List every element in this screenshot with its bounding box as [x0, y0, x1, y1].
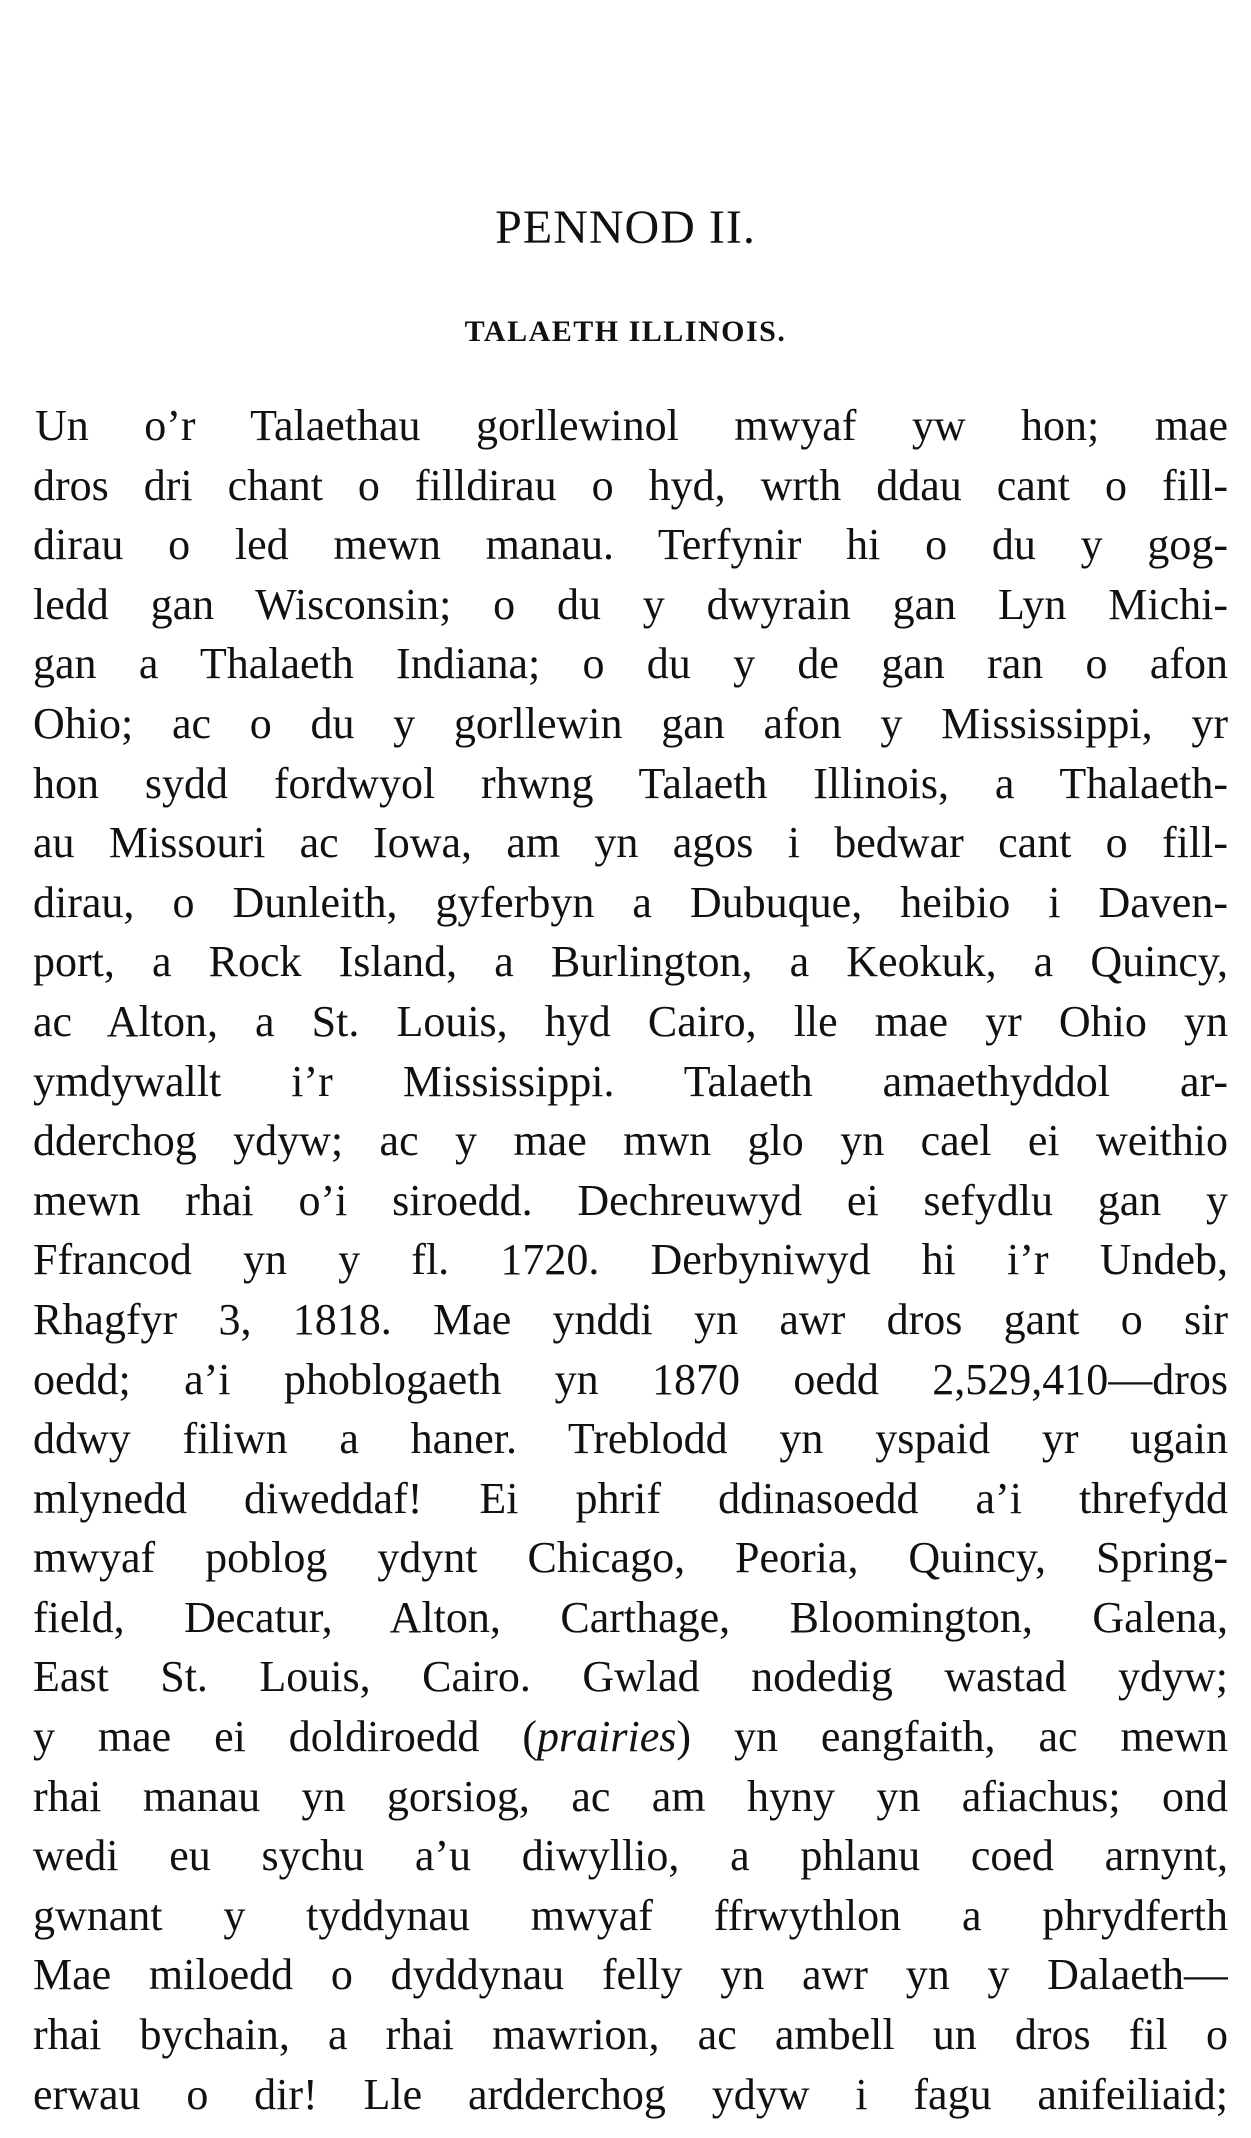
text-line: Ohio; ac o du y gorllewin gan afon y Mississippi, yr	[33, 698, 1228, 748]
body-paragraph	[33, 396, 1228, 2124]
text-line: mlynedd diweddaf! Ei phrif ddinasoedd a’i threfydd	[33, 1473, 1228, 1523]
text-line: ledd gan Wisconsin; o du y dwyrain gan Lyn Michi-	[33, 579, 1228, 629]
text-line: Ffrancod yn y fl. 1720. Derbyniwyd hi i’r Undeb,	[33, 1235, 1228, 1285]
text-line: Un o’r Talaethau gorllewinol mwyaf yw hon; mae	[35, 401, 1228, 450]
chapter-subtitle: TALAETH ILLINOIS.	[464, 315, 787, 348]
text-line: dirau, o Dunleith, gyferbyn a Dubuque, heibio i Daven-	[33, 877, 1228, 927]
text-line: ddwy filiwn a haner. Treblodd yn yspaid yr ugain	[33, 1414, 1228, 1464]
text-line: ymdywallt i’r Mississippi. Talaeth amaethyddol ar-	[33, 1056, 1228, 1106]
text-line: port, a Rock Island, a Burlington, a Keokuk, a Quincy,	[33, 937, 1228, 987]
text-line: East St. Louis, Cairo. Gwlad nodedig wastad ydyw;	[33, 1652, 1228, 1702]
chapter-title: PENNOD II.	[495, 201, 756, 254]
italic-term: prairies	[537, 1712, 677, 1762]
text-line: dros dri chant o filldirau o hyd, wrth ddau cant o fill-	[33, 460, 1228, 510]
text-line: rhai bychain, a rhai mawrion, ac ambell un dros fil o	[33, 2010, 1228, 2060]
text-line-with-italic	[33, 1707, 1228, 1767]
text-line: erwau o dir! Lle ardderchog ydyw i fagu anifeiliaid;	[33, 2069, 1228, 2119]
text-segment: y mae ei doldiroedd (	[33, 1712, 538, 1762]
text-line: au Missouri ac Iowa, am yn agos i bedwar cant o fill-	[33, 818, 1228, 868]
text-line: rhai manau yn gorsiog, ac am hyny yn afiachus; ond	[33, 1771, 1228, 1821]
text-line: Mae miloedd o dyddynau felly yn awr yn y Dalaeth—	[33, 1950, 1228, 2000]
text-line: field, Decatur, Alton, Carthage, Bloomington, Galena,	[33, 1592, 1228, 1642]
text-line: Rhagfyr 3, 1818. Mae ynddi yn awr dros gant o sir	[33, 1294, 1228, 1344]
text-line: gwnant y tyddynau mwyaf ffrwythlon a phrydferth	[33, 1890, 1228, 1940]
text-line: gan a Thalaeth Indiana; o du y de gan ran o afon	[33, 639, 1228, 689]
text-line: dirau o led mewn manau. Terfynir hi o du y gog-	[33, 520, 1228, 570]
text-line: wedi eu sychu a’u diwyllio, a phlanu coed arnynt,	[33, 1831, 1228, 1881]
text-line: dderchog ydyw; ac y mae mwn glo yn cael ei weithio	[33, 1116, 1228, 1166]
text-segment: ) yn eangfaith, ac mewn	[676, 1712, 1228, 1762]
text-line: oedd; a’i phoblogaeth yn 1870 oedd 2,529,410—dros	[33, 1354, 1228, 1404]
text-line: mwyaf poblog ydynt Chicago, Peoria, Quincy, Spring-	[33, 1533, 1228, 1583]
text-line: mewn rhai o’i siroedd. Dechreuwyd ei sefydlu gan y	[33, 1175, 1228, 1225]
text-line: hon sydd fordwyol rhwng Talaeth Illinois, a Thalaeth-	[33, 758, 1228, 808]
text-line: ac Alton, a St. Louis, hyd Cairo, lle mae yr Ohio yn	[33, 996, 1228, 1046]
